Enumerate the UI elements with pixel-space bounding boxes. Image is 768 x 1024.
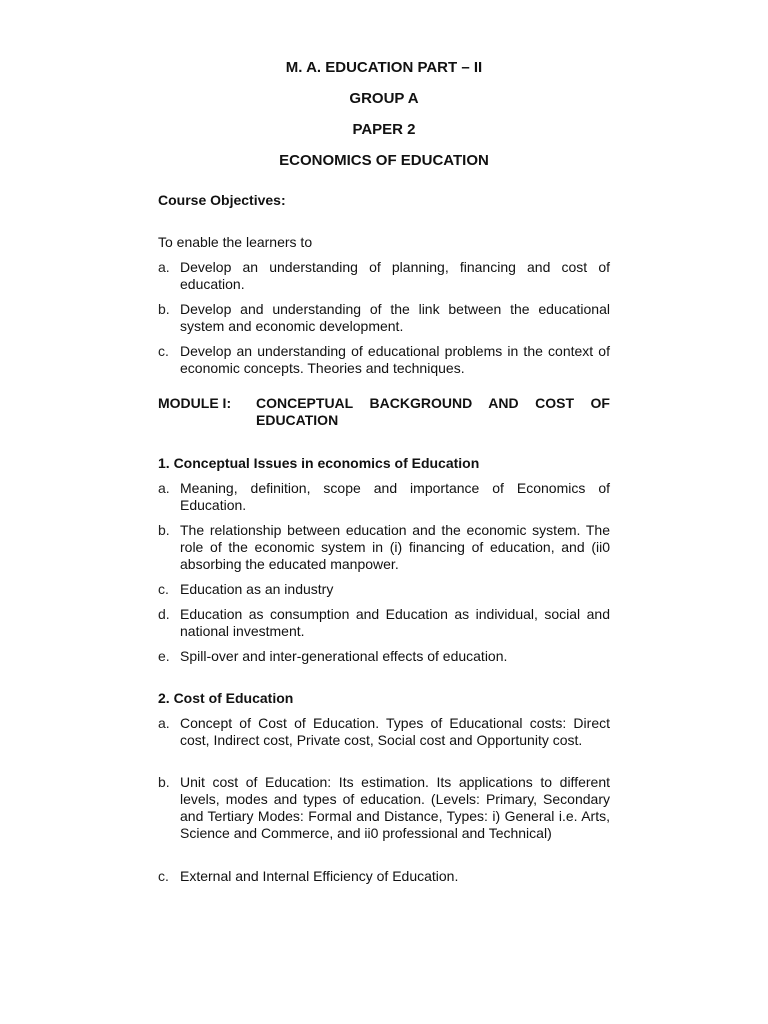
item-text: Education as consumption and Education as individual, social and national investment. [180, 606, 610, 639]
list-item [158, 522, 610, 573]
item-label: c. [158, 343, 169, 359]
module-label: MODULE I: [158, 395, 232, 411]
list-item [158, 715, 610, 749]
item-label: b. [158, 301, 170, 317]
list-item [158, 648, 610, 665]
item-text: Meaning, definition, scope and importance of Economics of Education. [180, 480, 610, 513]
course-title: M. A. EDUCATION PART – II [285, 59, 483, 76]
module-heading [158, 395, 610, 429]
item-text: Education as an industry [180, 581, 334, 597]
item-label: a. [158, 480, 170, 496]
item-label: b. [158, 522, 170, 538]
list-item [158, 581, 610, 598]
objective-item [158, 343, 610, 377]
list-item [158, 606, 610, 640]
section-heading: 1. Conceptual Issues in economics of Education [158, 455, 480, 471]
item-text: Develop and understanding of the link between the educational system and economic development. [180, 301, 610, 334]
item-text: Concept of Cost of Education. Types of Educational costs: Direct cost, Indirect cost, Private cost, Social cost and Opportunity cost. [180, 715, 610, 748]
list-item [158, 480, 610, 514]
objectives-intro: To enable the learners to [158, 234, 313, 250]
item-text: Develop an understanding of educational problems in the context of economic concepts. Theories and techniques. [180, 343, 610, 376]
list-item [158, 868, 610, 885]
item-text: The relationship between education and the economic system. The role of the economic system in (i) financing of education, and (ii0 absorbing the educated manpower. [180, 522, 610, 572]
item-label: c. [158, 581, 169, 597]
item-text: Develop an understanding of planning, financing and cost of education. [180, 259, 610, 292]
section-heading: 2. Cost of Education [158, 690, 294, 706]
objective-item [158, 259, 610, 293]
item-label: c. [158, 868, 169, 884]
item-label: d. [158, 606, 170, 622]
item-text: Unit cost of Education: Its estimation. Its applications to different levels, modes and types of education. (Levels: Primary, Secondary and Tertiary Modes: Formal and Distance, Types: i) General i.e. Arts, Science and Commerce, and ii0 professional and Technical) [180, 774, 610, 841]
group-title: GROUP A [349, 90, 419, 107]
item-label: a. [158, 259, 170, 275]
item-label: e. [158, 648, 170, 664]
paper-title: PAPER 2 [352, 121, 416, 138]
subject-title: ECONOMICS OF EDUCATION [279, 152, 489, 169]
item-label: b. [158, 774, 170, 790]
item-label: a. [158, 715, 170, 731]
item-text: Spill-over and inter-generational effects of education. [180, 648, 508, 664]
list-item [158, 774, 610, 842]
item-text: External and Internal Efficiency of Education. [180, 868, 459, 884]
objectives-heading: Course Objectives: [158, 192, 286, 208]
objective-item [158, 301, 610, 335]
module-title: CONCEPTUAL BACKGROUND AND COST OF EDUCATION [256, 395, 610, 428]
